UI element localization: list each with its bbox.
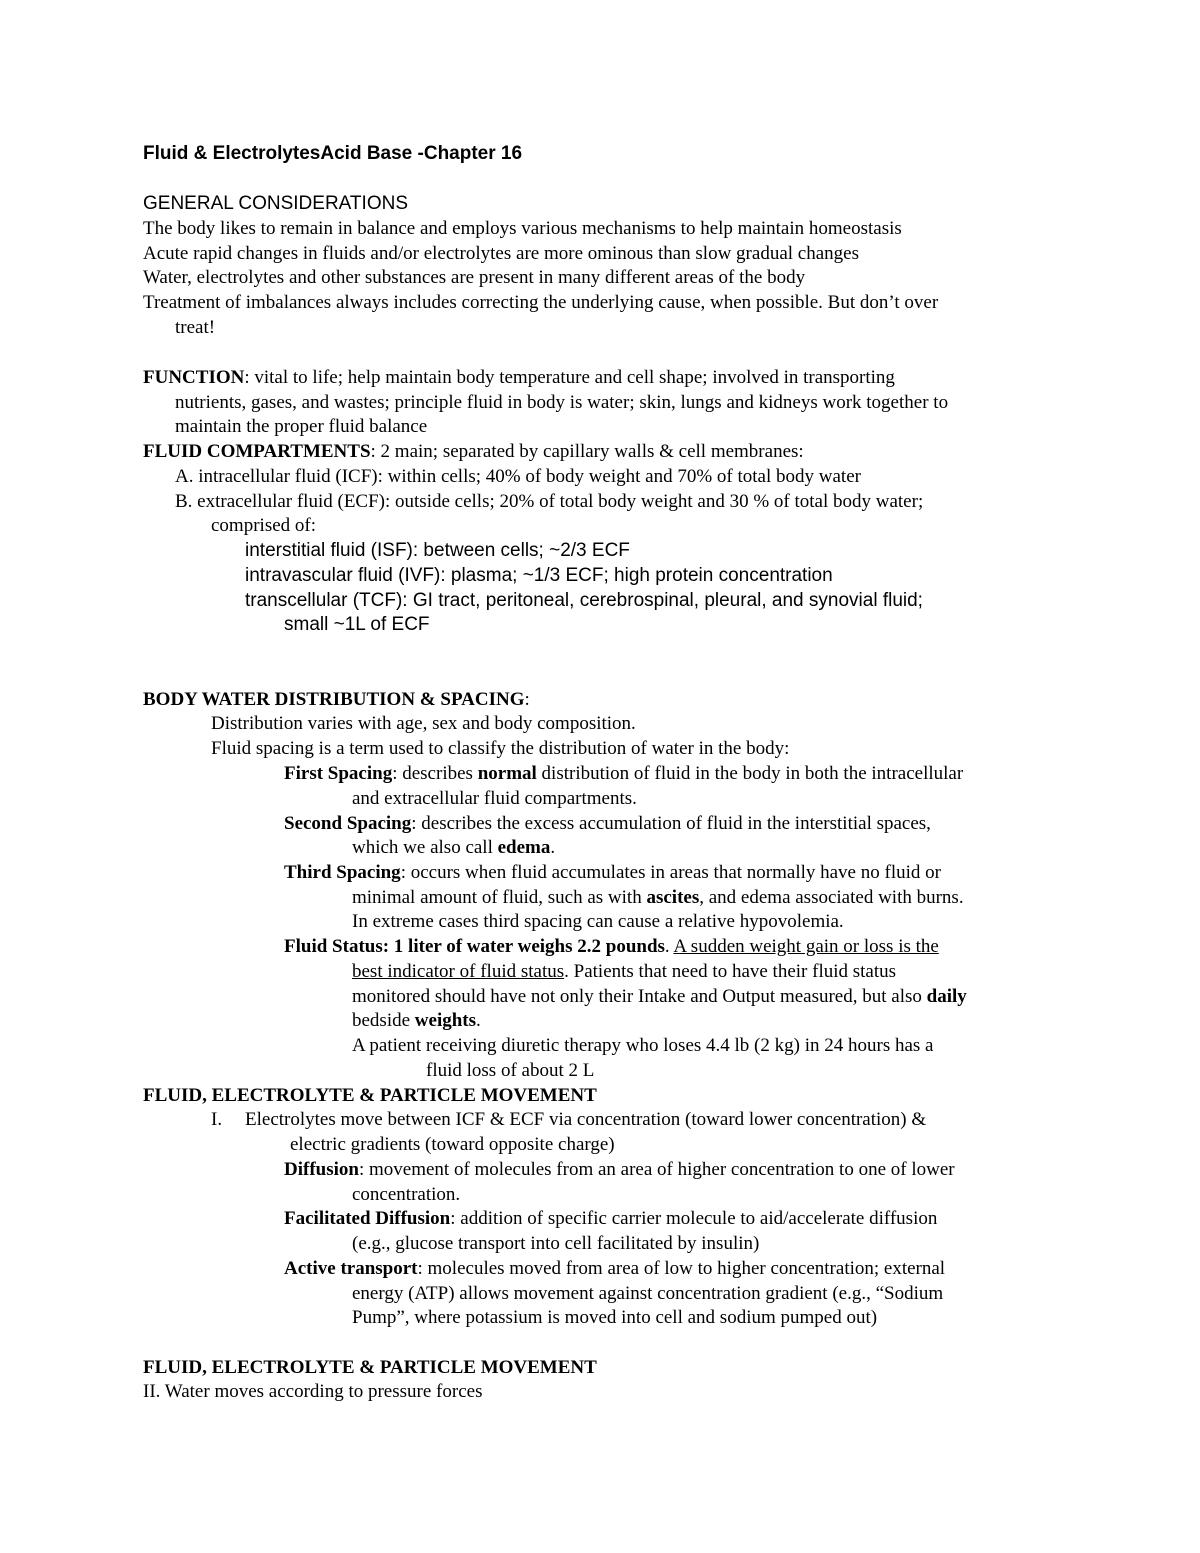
active-transport-label: Active transport — [284, 1258, 418, 1279]
function-line-2: nutrients, gases, and wastes; principle fluid in body is water; skin, lungs and kidneys work together to — [175, 392, 949, 413]
first-spacing-line-1: First Spacing: describes normal distribution of fluid in the body in both the intracellular — [284, 763, 964, 784]
movement-heading-1: FLUID, ELECTROLYTE & PARTICLE MOVEMENT — [143, 1085, 597, 1106]
fluid-status-label: Fluid Status: 1 liter of water weighs 2.2 pounds — [284, 936, 665, 957]
active-transport-line-2: energy (ATP) allows movement against concentration gradient (e.g., “Sodium — [352, 1283, 944, 1304]
fluid-status-line-2: best indicator of fluid status. Patients that need to have their fluid status — [352, 961, 897, 982]
first-spacing-line-2: and extracellular fluid compartments. — [352, 788, 637, 809]
third-spacing-line-2: minimal amount of fluid, such as with ascites, and edema associated with burns. — [352, 887, 964, 908]
compartments-line: FLUID COMPARTMENTS: 2 main; separated by capillary walls & cell membranes: — [143, 441, 804, 462]
compartment-b-line-1: B. extracellular fluid (ECF): outside cells; 20% of total body weight and 30 % of total body water; — [175, 491, 924, 512]
ecf-sub-3: transcellular (TCF): GI tract, peritoneal, cerebrospinal, pleural, and synovial fluid; — [245, 590, 923, 611]
general-heading: GENERAL CONSIDERATIONS — [143, 193, 408, 214]
movement-line-2: electric gradients (toward opposite charge) — [290, 1134, 615, 1155]
fluid-status-line-4: bedside weights. — [352, 1010, 481, 1031]
general-line-3: Water, electrolytes and other substances are present in many different areas of the body — [143, 267, 806, 288]
distribution-line-1: Distribution varies with age, sex and body composition. — [211, 713, 636, 734]
movement-num-1: I. — [211, 1109, 223, 1130]
compartment-a: A. intracellular fluid (ICF): within cells; 40% of body weight and 70% of total body water — [175, 466, 861, 487]
facilitated-diffusion-label: Facilitated Diffusion — [284, 1208, 451, 1229]
general-line-5: treat! — [175, 317, 216, 338]
fluid-status-example-2: fluid loss of about 2 L — [426, 1060, 595, 1081]
facilitated-diffusion-line-1: Facilitated Diffusion: addition of specific carrier molecule to aid/accelerate diffusion — [284, 1208, 938, 1229]
second-spacing-line-2: which we also call edema. — [352, 837, 556, 858]
fluid-status-line-1: Fluid Status: 1 liter of water weighs 2.2 pounds. A sudden weight gain or loss is the — [284, 936, 939, 957]
general-line-4: Treatment of imbalances always includes correcting the underlying cause, when possible. But don’t over — [143, 292, 939, 313]
general-line-1: The body likes to remain in balance and employs various mechanisms to help maintain homeostasis — [143, 218, 902, 239]
third-spacing-line-1: Third Spacing: occurs when fluid accumulates in areas that normally have no fluid or — [284, 862, 941, 883]
function-line-1: FUNCTION: vital to life; help maintain body temperature and cell shape; involved in transporting — [143, 367, 895, 388]
ecf-sub-2: intravascular fluid (IVF): plasma; ~1/3 ECF; high protein concentration — [245, 565, 833, 586]
distribution-heading: BODY WATER DISTRIBUTION & SPACING: — [143, 689, 530, 710]
compartment-b-line-2: comprised of: — [211, 515, 317, 536]
page-title: Fluid & ElectrolytesAcid Base -Chapter 16 — [143, 143, 523, 164]
ecf-sub-1: interstitial fluid (ISF): between cells; ~2/3 ECF — [245, 540, 630, 561]
fluid-status-line-3: monitored should have not only their Intake and Output measured, but also daily — [352, 986, 967, 1007]
movement-heading-2: FLUID, ELECTROLYTE & PARTICLE MOVEMENT — [143, 1357, 597, 1378]
movement-2-line-1: II. Water moves according to pressure forces — [143, 1381, 483, 1402]
movement-line-1: Electrolytes move between ICF & ECF via concentration (toward lower concentration) & — [245, 1109, 927, 1130]
third-spacing-line-3: In extreme cases third spacing can cause a relative hypovolemia. — [352, 911, 844, 932]
second-spacing-label: Second Spacing — [284, 813, 412, 834]
distribution-line-2: Fluid spacing is a term used to classify the distribution of water in the body: — [211, 738, 790, 759]
function-line-3: maintain the proper fluid balance — [175, 416, 428, 437]
compartments-label: FLUID COMPARTMENTS — [143, 441, 371, 462]
active-transport-line-3: Pump”, where potassium is moved into cell and sodium pumped out) — [352, 1307, 878, 1328]
diffusion-line-1: Diffusion: movement of molecules from an area of higher concentration to one of lower — [284, 1159, 955, 1180]
first-spacing-label: First Spacing — [284, 763, 393, 784]
active-transport-line-1: Active transport: molecules moved from area of low to higher concentration; external — [284, 1258, 946, 1279]
fluid-status-example-1: A patient receiving diuretic therapy who loses 4.4 lb (2 kg) in 24 hours has a — [352, 1035, 934, 1056]
facilitated-diffusion-line-2: (e.g., glucose transport into cell facilitated by insulin) — [352, 1233, 760, 1254]
general-line-2: Acute rapid changes in fluids and/or electrolytes are more ominous than slow gradual changes — [143, 243, 859, 264]
second-spacing-line-1: Second Spacing: describes the excess accumulation of fluid in the interstitial spaces, — [284, 813, 931, 834]
function-label: FUNCTION — [143, 367, 245, 388]
diffusion-label: Diffusion — [284, 1159, 359, 1180]
ecf-sub-4: small ~1L of ECF — [284, 614, 430, 635]
diffusion-line-2: concentration. — [352, 1184, 461, 1205]
third-spacing-label: Third Spacing — [284, 862, 401, 883]
